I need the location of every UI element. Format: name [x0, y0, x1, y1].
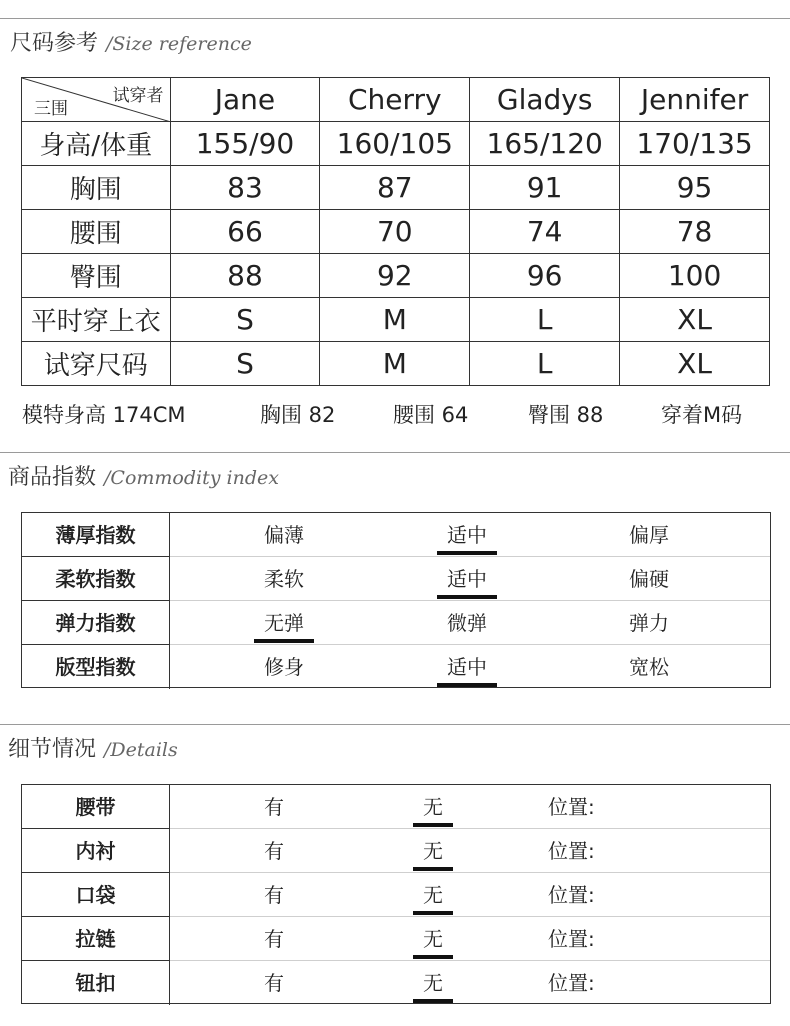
detail-row-label: 拉链: [22, 917, 170, 961]
index-option: 弹力: [629, 611, 669, 635]
detail-option: 有: [264, 971, 284, 995]
row-label: 平时穿上衣: [22, 298, 171, 342]
detail-row-zipper: [22, 917, 770, 961]
commodity-title-cn: 商品指数: [8, 465, 97, 490]
detail-row-label: 口袋: [22, 873, 170, 917]
selected-underline: [413, 867, 453, 871]
index-row-label: 柔软指数: [22, 557, 170, 601]
row-label: 臀围: [22, 254, 171, 298]
detail-position: 位置:: [548, 971, 595, 995]
model-bust: 胸围 82: [260, 403, 336, 427]
size-title-cn: 尺码参考: [10, 31, 99, 56]
model-height: 模特身高 174CM: [22, 403, 186, 427]
table-cell: 74: [470, 210, 620, 254]
commodity-index-table: [21, 512, 771, 688]
table-cell: 160/105: [320, 122, 470, 166]
detail-option: 有: [264, 927, 284, 951]
detail-option-selected: 无: [423, 873, 443, 917]
table-cell: 70: [320, 210, 470, 254]
index-option-selected: 无弹: [264, 601, 304, 645]
corner-top-label: 试穿者: [112, 86, 164, 106]
details-section-title: [8, 732, 178, 763]
table-cell: 91: [470, 166, 620, 210]
selected-underline: [413, 999, 453, 1003]
details-title-en: /Details: [104, 739, 178, 761]
detail-row-label: 钮扣: [22, 961, 170, 1005]
detail-option: 有: [264, 883, 284, 907]
commodity-section-title: [8, 460, 279, 491]
table-cell: XL: [620, 342, 770, 386]
detail-option-selected: 无: [423, 917, 443, 961]
table-row: [22, 210, 770, 254]
index-row-fit: [22, 645, 770, 689]
row-label: 腰围: [22, 210, 171, 254]
index-row-label: 版型指数: [22, 645, 170, 689]
size-table-header: [22, 78, 770, 122]
detail-row-pocket: [22, 873, 770, 917]
column-header: Cherry: [320, 78, 470, 122]
size-section-title: [10, 26, 252, 57]
table-cell: 165/120: [470, 122, 620, 166]
size-table: [21, 77, 770, 386]
index-option: 偏厚: [629, 523, 669, 547]
table-cell: 95: [620, 166, 770, 210]
row-label: 身高/体重: [22, 122, 171, 166]
table-cell: S: [170, 342, 320, 386]
detail-row-label: 腰带: [22, 785, 170, 829]
table-cell: L: [470, 342, 620, 386]
table-cell: 100: [620, 254, 770, 298]
index-row-label: 弹力指数: [22, 601, 170, 645]
table-cell: 170/135: [620, 122, 770, 166]
index-option: 柔软: [264, 567, 304, 591]
detail-option: 有: [264, 839, 284, 863]
detail-row-belt: [22, 785, 770, 829]
detail-position: 位置:: [548, 795, 595, 819]
row-label: 胸围: [22, 166, 171, 210]
selected-underline: [254, 639, 314, 643]
index-row-elasticity: [22, 601, 770, 645]
detail-position: 位置:: [548, 927, 595, 951]
table-row: [22, 342, 770, 386]
table-cell: M: [320, 298, 470, 342]
model-waist: 腰围 64: [393, 403, 469, 427]
table-cell: 88: [170, 254, 320, 298]
index-option-selected: 适中: [447, 645, 487, 689]
table-cell: 96: [470, 254, 620, 298]
table-row: [22, 298, 770, 342]
index-option-selected: 适中: [447, 557, 487, 601]
table-cell: 87: [320, 166, 470, 210]
selected-underline: [413, 823, 453, 827]
table-cell: M: [320, 342, 470, 386]
table-row: [22, 254, 770, 298]
selected-underline: [437, 683, 497, 687]
index-option: 修身: [264, 655, 304, 679]
table-cell: S: [170, 298, 320, 342]
size-title-en: /Size reference: [106, 33, 252, 55]
size-table-corner: [22, 78, 171, 122]
index-option: 微弹: [447, 611, 487, 635]
details-divider: [0, 724, 790, 725]
index-row-thickness: [22, 513, 770, 557]
model-wearing: 穿着M码: [661, 403, 743, 427]
table-cell: 78: [620, 210, 770, 254]
detail-option-selected: 无: [423, 829, 443, 873]
details-table: [21, 784, 771, 1004]
table-row: [22, 166, 770, 210]
index-option: 宽松: [629, 655, 669, 679]
table-cell: 66: [170, 210, 320, 254]
selected-underline: [437, 551, 497, 555]
detail-row-lining: [22, 829, 770, 873]
details-title-cn: 细节情况: [8, 737, 97, 762]
table-cell: 92: [320, 254, 470, 298]
column-header: Jane: [170, 78, 320, 122]
row-label: 试穿尺码: [22, 342, 171, 386]
detail-option-selected: 无: [423, 785, 443, 829]
detail-row-label: 内衬: [22, 829, 170, 873]
index-row-softness: [22, 557, 770, 601]
detail-row-button: [22, 961, 770, 1005]
commodity-divider: [0, 452, 790, 453]
selected-underline: [437, 595, 497, 599]
selected-underline: [413, 911, 453, 915]
table-cell: 83: [170, 166, 320, 210]
detail-option-selected: 无: [423, 961, 443, 1005]
detail-option: 有: [264, 795, 284, 819]
column-header: Gladys: [470, 78, 620, 122]
top-divider: [0, 18, 790, 19]
table-cell: XL: [620, 298, 770, 342]
commodity-title-en: /Commodity index: [104, 467, 279, 489]
detail-position: 位置:: [548, 883, 595, 907]
column-header: Jennifer: [620, 78, 770, 122]
detail-position: 位置:: [548, 839, 595, 863]
table-row: [22, 122, 770, 166]
corner-bottom-label: 三围: [34, 99, 68, 119]
index-option: 偏硬: [629, 567, 669, 591]
table-cell: 155/90: [170, 122, 320, 166]
selected-underline: [413, 955, 453, 959]
index-option-selected: 适中: [447, 513, 487, 557]
table-cell: L: [470, 298, 620, 342]
model-hip: 臀围 88: [528, 403, 604, 427]
index-option: 偏薄: [264, 523, 304, 547]
index-row-label: 薄厚指数: [22, 513, 170, 557]
